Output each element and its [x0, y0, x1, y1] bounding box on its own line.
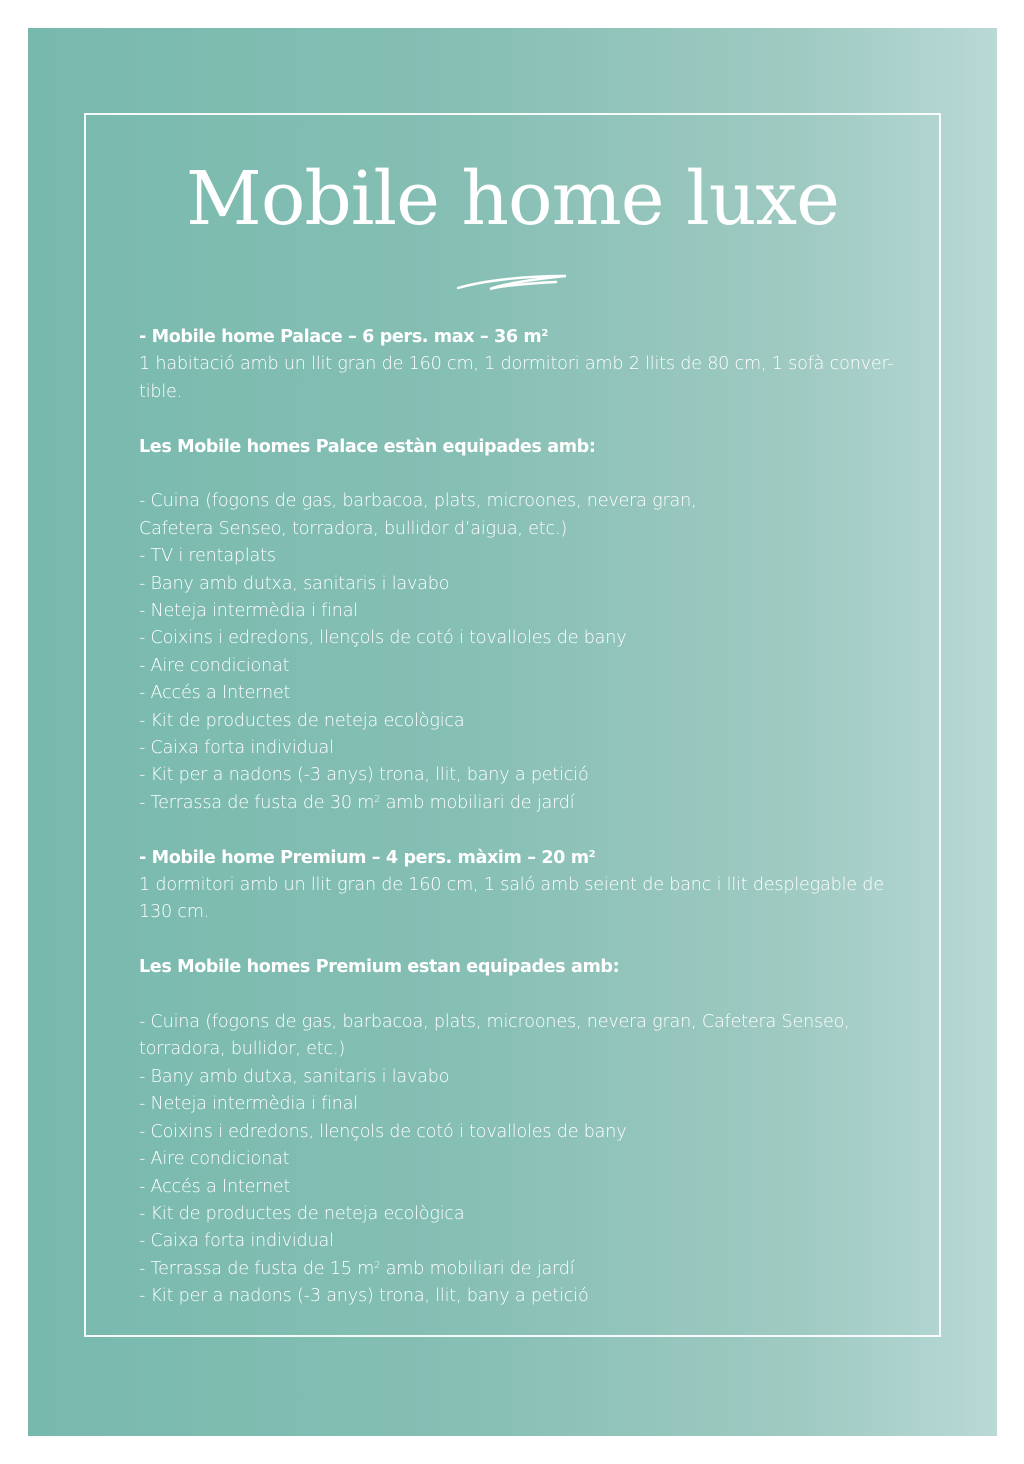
palace-equipment-list	[139, 488, 899, 817]
premium-equipment-heading: Les Mobile homes Premium estan equipades amb:	[139, 957, 620, 978]
list-item: - Bany amb dutxa, sanitaris i lavabo	[139, 1066, 450, 1087]
list-item: - Caixa forta individual	[139, 1231, 334, 1252]
content-body	[139, 324, 899, 1311]
list-item: - Accés a Internet	[139, 1176, 291, 1197]
list-item: - Kit per a nadons (-3 anys) trona, llit, bany a petició	[139, 1286, 589, 1307]
premium-equipment-list	[139, 1009, 899, 1310]
list-item: - Accés a Internet	[139, 683, 291, 704]
list-item: - Neteja intermèdia i final	[139, 1094, 358, 1115]
spacer	[139, 927, 899, 954]
list-item: - Neteja intermèdia i final	[139, 601, 358, 622]
spacer	[139, 982, 899, 1009]
list-item-terrace: - Terrassa de fusta de 15 $m^2$ amb mobiliari de jardí	[139, 1258, 575, 1279]
list-item-terrace: - Terrassa de fusta de 30 $m^2$ amb mobiliari de jardí	[139, 792, 575, 813]
list-item: Cafetera Senseo, torradora, bullidor d’aigua, etc.)	[139, 518, 568, 539]
list-item: - Kit de productes de neteja ecològica	[139, 710, 465, 731]
spacer	[139, 461, 899, 488]
spacer	[139, 406, 899, 433]
list-item: - Kit per a nadons (-3 anys) trona, llit, bany a petició	[139, 765, 589, 786]
list-item: - Kit de productes de neteja ecològica	[139, 1203, 465, 1224]
premium-description: 1 dormitori amb un llit gran de 160 cm, 1 saló amb seient de banc i llit desplegable de 130 cm.	[139, 875, 884, 923]
list-item: - Coixins i edredons, llençols de cotó i tovalloles de bany	[139, 628, 627, 649]
list-item: - Caixa forta individual	[139, 738, 334, 759]
brochure-page	[28, 28, 997, 1436]
premium-heading: - Mobile home Premium – 4 pers. màxim – 20 $m^2$	[139, 847, 596, 868]
spacer	[139, 817, 899, 844]
list-item: - Cuina (fogons de gas, barbacoa, plats, microones, nevera gran, Cafetera Senseo, torradora, bullidor, etc.)	[139, 1012, 850, 1060]
palace-description: 1 habitació amb un llit gran de 160 cm, 1 dormitori amb 2 llits de 80 cm, 1 sofà conver-tible.	[139, 354, 894, 402]
list-item: - Aire condicionat	[139, 655, 290, 676]
list-item: - Coixins i edredons, llençols de cotó i tovalloles de bany	[139, 1121, 627, 1142]
list-item: - TV i rentaplats	[139, 546, 276, 567]
decorative-swash	[456, 272, 568, 296]
palace-equipment-heading: Les Mobile homes Palace estàn equipades amb:	[139, 436, 596, 457]
list-item: - Cuina (fogons de gas, barbacoa, plats, microones, nevera gran,	[139, 491, 697, 512]
palace-heading: - Mobile home Palace – 6 pers. max – 36 $m^2$	[139, 327, 548, 347]
page-title: Mobile home luxe	[186, 156, 839, 242]
list-item: - Aire condicionat	[139, 1149, 290, 1170]
list-item: - Bany amb dutxa, sanitaris i lavabo	[139, 573, 450, 594]
